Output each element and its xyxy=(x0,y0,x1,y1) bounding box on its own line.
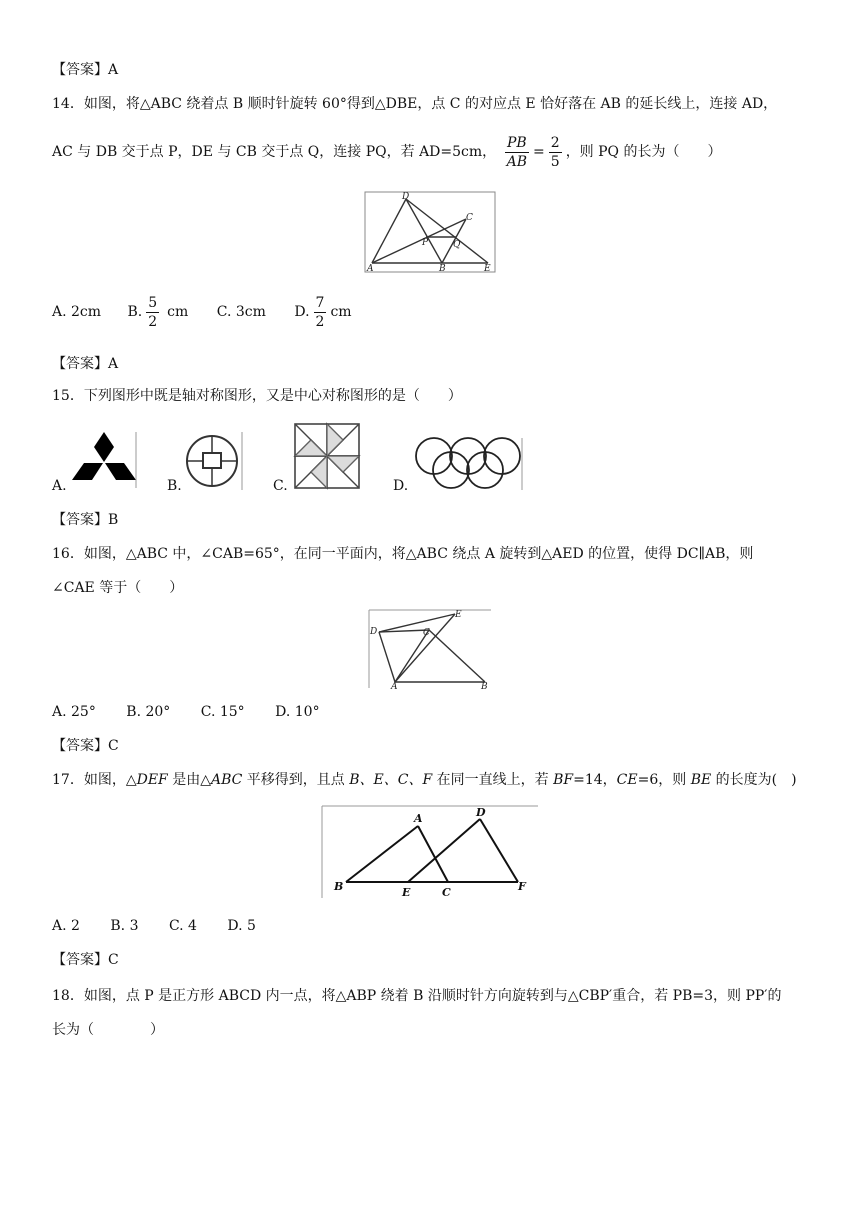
q15-option-a-figure xyxy=(70,430,138,490)
q17-label-d: D xyxy=(476,806,486,819)
q17-text-points: B、E、C、F xyxy=(349,772,433,788)
q15-option-b-label: B. xyxy=(167,478,182,494)
q14-option-d-unit: cm xyxy=(330,304,352,320)
q15-option-d-label: D. xyxy=(393,478,409,494)
q14-option-d-fraction xyxy=(314,295,327,330)
q14-label-p: P xyxy=(422,238,429,248)
q14-text-line1: 14．如图，将△ABC 绕着点 B 顺时针旋转 60°得到△DBE，点 C 的对应点 E 恰好落在 AB 的延长线上，连接 AD， xyxy=(52,96,778,112)
q16-label-e: E xyxy=(455,610,462,620)
q17-text-def: DEF xyxy=(136,772,168,788)
q14-label-q: Q xyxy=(453,240,461,250)
q14-label-a: A xyxy=(367,264,374,273)
q14-frac2-den: 5 xyxy=(550,153,560,170)
q14-fraction-2-5 xyxy=(549,135,562,170)
q14-fraction-pb-ab xyxy=(505,135,529,170)
q16-text-line1: 16．如图，△ABC 中，∠CAB=65°，在同一平面内，将△ABC 绕点 A 旋转到△AED 的位置，使得 DC∥AB，则 xyxy=(52,546,754,562)
q16-label-a: A xyxy=(391,682,398,690)
answer-13: 【答案】A xyxy=(52,62,119,78)
q17-label-c: C xyxy=(442,886,451,899)
q14-option-d-num: 7 xyxy=(315,294,325,311)
q17-text-mid3: 在同一直线上，若 xyxy=(432,772,554,788)
answer-16: 【答案】C xyxy=(52,738,119,754)
q14-option-b-den: 2 xyxy=(148,313,158,330)
q16-option-d: D. 10° xyxy=(275,704,320,720)
q15-text: 15．下列图形中既是轴对称图形，又是中心对称图形的是（ ） xyxy=(52,388,462,404)
q17-option-b: B. 3 xyxy=(110,918,139,934)
q16-option-b: B. 20° xyxy=(126,704,171,720)
q18-text-line1: 18．如图，点 P 是正方形 ABCD 内一点，将△ABP 绕着 B 沿顺时针方向旋转到与△CBP′重合，若 PB=3，则 PP′的 xyxy=(52,988,782,1004)
answer-17: 【答案】C xyxy=(52,952,119,968)
q17-option-c: C. 4 xyxy=(168,918,197,934)
answer-15: 【答案】B xyxy=(52,512,119,528)
q14-option-b-fraction xyxy=(146,295,159,330)
q14-option-b-label: B. xyxy=(127,304,143,320)
q14-option-a: A. 2cm xyxy=(52,304,102,320)
q14-option-d-den: 2 xyxy=(315,313,325,330)
q17-text-mid1: 是由△ xyxy=(167,772,211,788)
q15-option-a-label: A. xyxy=(52,478,67,494)
q14-figure xyxy=(364,191,496,273)
q17-label-e: E xyxy=(402,886,411,899)
q17-text-abc: ABC xyxy=(210,772,243,788)
q17-text-mid4: =14， xyxy=(573,772,617,788)
answer-14: 【答案】A xyxy=(52,356,119,372)
q16-option-c: C. 15° xyxy=(200,704,245,720)
q14-frac2-num: 2 xyxy=(550,134,560,151)
q14-option-c: C. 3cm xyxy=(216,304,266,320)
q14-frac1-den: AB xyxy=(506,153,528,170)
q17-label-b: B xyxy=(334,880,344,893)
q16-option-a: A. 25° xyxy=(52,704,96,720)
q16-options xyxy=(52,702,346,722)
q17-options xyxy=(52,916,282,936)
q17-figure xyxy=(320,804,540,900)
q17-text-bf: BF xyxy=(553,772,574,788)
q17-option-a: A. 2 xyxy=(52,918,80,934)
q17-text-be: BE xyxy=(690,772,712,788)
q15-option-c-label: C. xyxy=(273,478,288,494)
q14-text-line2b: ，则 PQ 的长为（ ） xyxy=(565,144,722,160)
q17-text-mid2: 平移得到，且点 xyxy=(242,772,350,788)
q17-option-d: D. 5 xyxy=(227,918,256,934)
q17-text-mid6: 的长度为( ) xyxy=(711,772,797,788)
q14-option-b-num: 5 xyxy=(148,294,158,311)
q16-label-c: C xyxy=(423,628,430,638)
q14-text-line2a: AC 与 DB 交于点 P，DE 与 CB 交于点 Q，连接 PQ，若 AD=5cm， xyxy=(52,144,497,160)
q14-label-d: D xyxy=(402,192,410,202)
q14-label-c: C xyxy=(466,213,473,223)
q17-text xyxy=(52,770,797,790)
q14-options xyxy=(52,294,352,330)
q15-option-b-figure xyxy=(184,432,244,490)
q14-label-e: E xyxy=(484,264,491,273)
q17-label-a: A xyxy=(414,812,423,825)
q16-label-b: B xyxy=(481,682,488,690)
q14-option-d-label: D. xyxy=(294,304,310,320)
q14-eq: = xyxy=(533,144,545,160)
q18-text-line2: 长为（ ） xyxy=(52,1022,164,1038)
q15-option-d-figure xyxy=(412,436,524,490)
q16-text-line2: ∠CAE 等于（ ） xyxy=(52,580,184,596)
q14-option-b-unit: cm xyxy=(167,304,189,320)
q17-text-ce: CE xyxy=(616,772,638,788)
q14-label-b: B xyxy=(439,264,446,273)
q14-frac1-num: PB xyxy=(506,134,527,151)
q17-text-mid5: =6，则 xyxy=(637,772,691,788)
q17-label-f: F xyxy=(518,880,526,893)
q16-label-d: D xyxy=(370,627,378,637)
q16-figure xyxy=(367,608,493,690)
q15-option-c-figure xyxy=(293,422,361,490)
q17-text-pre: 17．如图，△ xyxy=(52,772,137,788)
q14-text-line2 xyxy=(52,134,722,170)
